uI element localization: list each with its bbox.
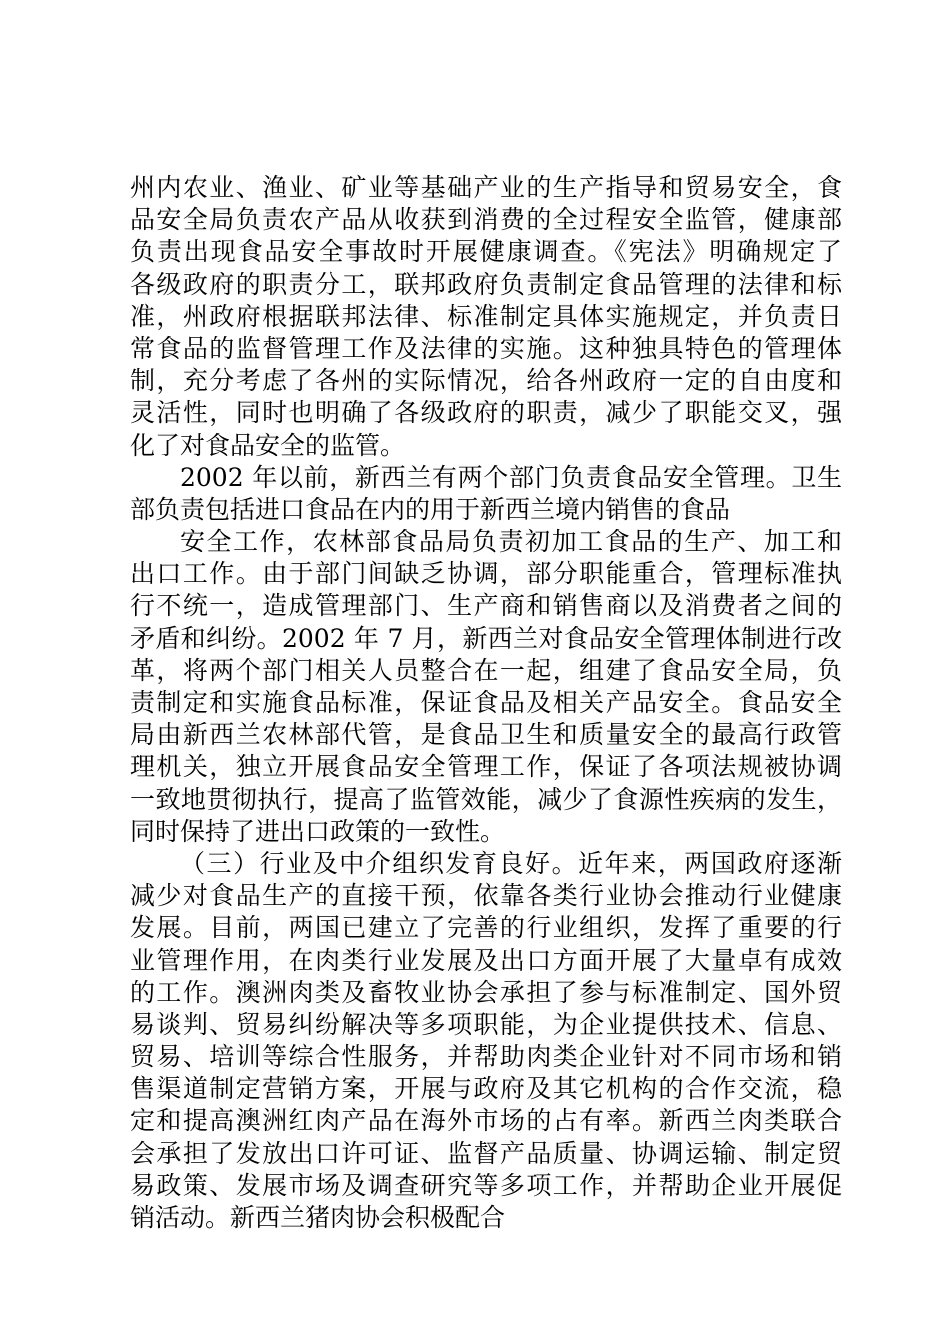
text-line: 易政策、发展市场及调查研究等多项工作，并帮助企业开展促	[130, 1170, 842, 1200]
text-line: 负责出现食品安全事故时开展健康调查。《宪法》明确规定了	[130, 237, 842, 267]
text-line: 革，将两个部门相关人员整合在一起，组建了食品安全局，负	[130, 655, 842, 685]
text-line: 2002 年以前，新西兰有两个部门负责食品安全管理。卫生	[180, 462, 842, 492]
text-line: 定和提高澳洲红肉产品在海外市场的占有率。新西兰肉类联合	[130, 1106, 842, 1136]
text-line: 化了对食品安全的监管。	[130, 430, 406, 460]
text-line: 局由新西兰农林部代管，是食品卫生和质量安全的最高行政管	[130, 720, 842, 750]
text-line: 减少对食品生产的直接干预，依靠各类行业协会推动行业健康	[130, 881, 842, 911]
text-line: 发展。目前，两国已建立了完善的行业组织，发挥了重要的行	[130, 913, 842, 943]
text-line: 州内农业、渔业、矿业等基础产业的生产指导和贸易安全，食	[130, 173, 842, 202]
text-line: 一致地贯彻执行，提高了监管效能，减少了食源性疾病的发生，	[130, 784, 842, 814]
text-line: 常食品的监督管理工作及法律的实施。这种独具特色的管理体	[130, 333, 842, 363]
document-body-text	[130, 172, 842, 1234]
text-line: 准，州政府根据联邦法律、标准制定具体实施规定，并负责日	[130, 301, 842, 331]
text-line: 矛盾和纠纷。2002 年 7 月，新西兰对食品安全管理体制进行改	[130, 623, 842, 653]
text-line: 责制定和实施食品标准，保证食品及相关产品安全。食品安全	[130, 688, 842, 717]
text-line: 易谈判、贸易纠纷解决等多项职能，为企业提供技术、信息、	[130, 1009, 842, 1039]
text-line: 部负责包括进口食品在内的用于新西兰境内销售的食品	[130, 494, 731, 524]
text-line: 各级政府的职责分工，联邦政府负责制定食品管理的法律和标	[130, 269, 842, 299]
text-line: 会承担了发放出口许可证、监督产品质量、协调运输、制定贸	[130, 1138, 842, 1168]
text-line: 业管理作用，在肉类行业发展及出口方面开展了大量卓有成效	[130, 945, 842, 975]
text-line: 出口工作。由于部门间缺乏协调，部分职能重合，管理标准执	[130, 559, 842, 589]
text-line: 品安全局负责农产品从收获到消费的全过程安全监管，健康部	[130, 205, 842, 235]
text-line: 安全工作，农林部食品局负责初加工食品的生产、加工和	[180, 527, 842, 557]
text-line: 贸易、培训等综合性服务，并帮助肉类企业针对不同市场和销	[130, 1042, 842, 1072]
text-line: 同时保持了进出口政策的一致性。	[130, 816, 506, 846]
text-line: 灵活性，同时也明确了各级政府的职责，减少了职能交叉，强	[130, 398, 842, 428]
text-line: 理机关，独立开展食品安全管理工作，保证了各项法规被协调	[130, 752, 842, 782]
text-line: （三）行业及中介组织发育良好。近年来，两国政府逐渐	[180, 848, 842, 878]
text-line: 行不统一，造成管理部门、生产商和销售商以及消费者之间的	[130, 591, 842, 621]
text-line: 的工作。澳洲肉类及畜牧业协会承担了参与标准制定、国外贸	[130, 977, 842, 1007]
text-line: 制，充分考虑了各州的实际情况，给各州政府一定的自由度和	[130, 366, 842, 396]
text-line: 销活动。新西兰猪肉协会积极配合	[130, 1203, 506, 1232]
text-line: 售渠道制定营销方案，开展与政府及其它机构的合作交流，稳	[130, 1074, 842, 1104]
